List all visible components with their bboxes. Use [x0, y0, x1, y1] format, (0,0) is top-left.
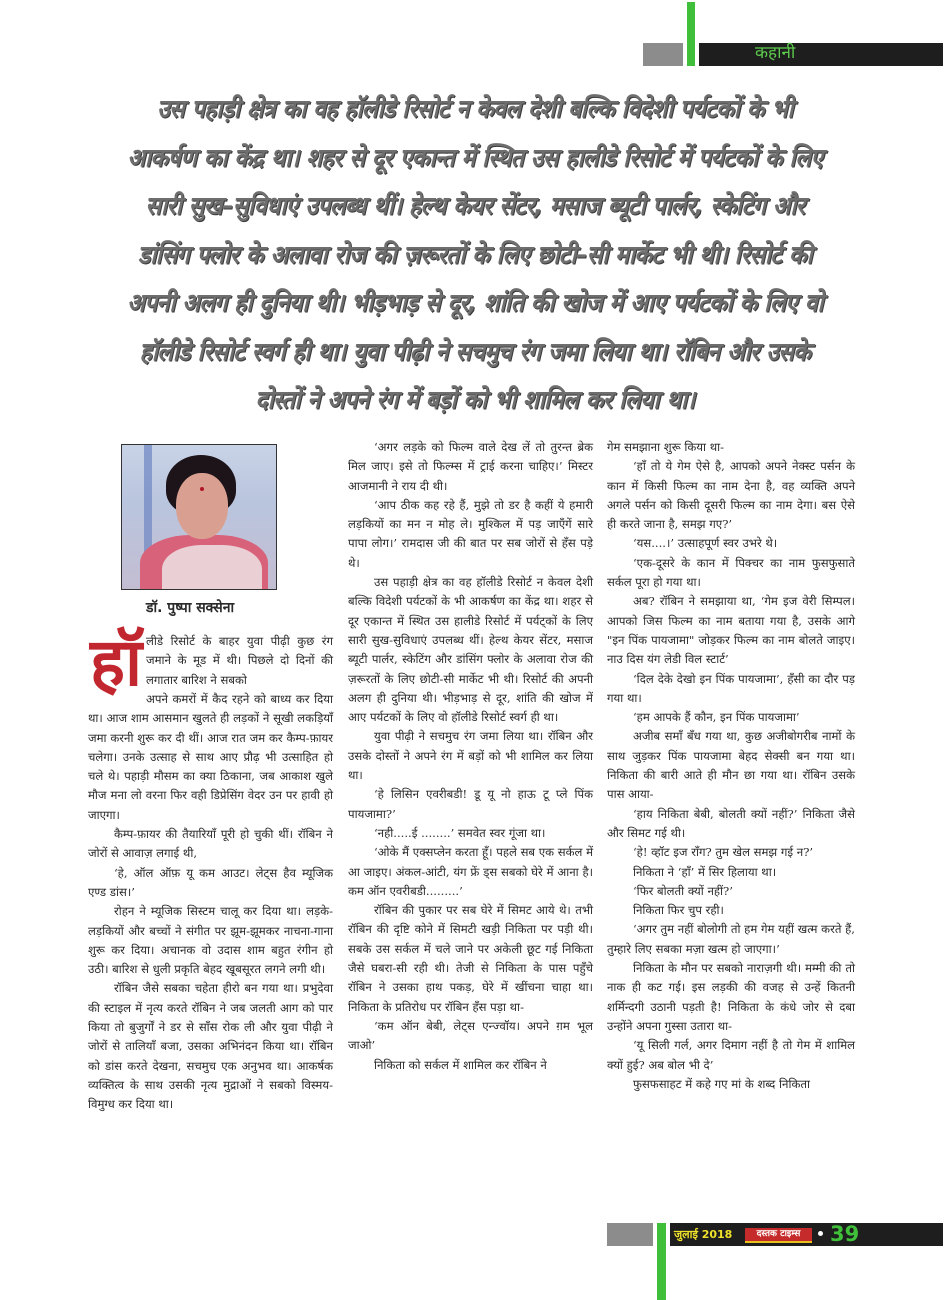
- header-green-bar: [687, 2, 695, 66]
- paragraph: रोहन ने म्यूजिक सिस्टम चालू कर दिया था। लड़के-लड़कियों और बच्चों ने संगीत पर झूम-झूमकर नाचना-गाना शुरू कर दिया। अचानक वो उदास शाम बहुत रंगीन हो उठी। बारिश से धुली प्रकृति बेहद खूबसूरत लगने लगी थी।: [88, 904, 333, 977]
- paragraph: ‘एक-दूसरे के कान में पिक्चर का नाम फुसफुसाते सर्कल पूरा हो गया था।: [607, 555, 855, 590]
- intro-pull-quote: उस पहाड़ी क्षेत्र का वह हॉलीडे रिसोर्ट न केवल देशी बल्कि विदेशी पर्यटकों के भी आकर्षण का केंद्र था। शहर से दूर एकान्त में स्थित उस हालीडे रिसोर्ट में पर्यटकों के लिए सारी सुख–सुविधाएं उपलब्ध थीं। हेल्थ केयर सेंटर, मसाज ब्यूटी पार्लर, स्केटिंग और डांसिंग फ्लोर के अलावा रोज की ज़रूरतों के लिए छोटी–सी मार्केट भी थी। रिसोर्ट की अपनी अलग ही दुनिया थी। भीड़भाड़ से दूर, शांति की खोज में आए पर्यटकों के लिए वो हॉलीडे रिसोर्ट स्वर्ग ही था। युवा पीढ़ी ने सचमुच रंग जमा लिया था। रॉबिन और उसके दोस्तों ने अपने रंग में बड़ों को भी शामिल कर लिया था।: [127, 94, 823, 414]
- paragraph: युवा पीढ़ी ने सचमुच रंग जमा लिया था। रॉबिन और उसके दोस्तों ने अपने रंग में बड़ों को भी शामिल कर लिया था।: [348, 729, 593, 783]
- paragraph: ‘हाँ तो ये गेम ऐसे है, आपको अपने नेक्स्ट पर्सन के कान में किसी फिल्म का नाम देना है, वह व्यक्ति अपने अगले पर्सन को किसी दूसरी फिल्म का नाम देगा। बस ऐसे ही करते जाना है, समझ गए?’: [607, 459, 855, 532]
- author-photo: [121, 444, 277, 590]
- paragraph: फुसफसाहट में कहे गए मां के शब्द निकिता: [633, 1076, 810, 1091]
- paragraph: निकिता के मौन पर सबको नाराज़गी थी। मम्मी की तो नाक ही कट गई। इस लड़की की वजह से उन्हें कितनी शर्मिन्दगी उठानी पड़ती है! निकिता के कंधे जोर से दबा उन्होंने अपना गुस्सा उतारा था-: [607, 961, 855, 1033]
- paragraph: ‘यस....।’ उत्साहपूर्ण स्वर उभरे थे।: [633, 536, 778, 551]
- article-column-3: [607, 438, 855, 1094]
- article-column-1: [88, 690, 333, 1115]
- paragraph: ‘आप ठीक कह रहे हैं, मुझे तो डर है कहीं ये हमारी लड़कियों का मन न मोह ले। मुश्किल में पड़ जाएँगें सारे पापा लोग।’ रामदास जी की बात पर सब जोरों से हँस पड़े थे।: [348, 497, 593, 570]
- paragraph: ‘अगर लड़के को फिल्म वाले देख लें तो तुरन्त ब्रेक मिल जाए। इसे तो फिल्म्स में ट्राई करना चाहिए।’ मिस्टर आजमानी ने राय दी थी।: [348, 440, 593, 493]
- paragraph: रॉबिन की पुकार पर सब घेरे में सिमट आये थे। तभी रॉबिन की दृष्टि कोने में सिमटी खड़ी निकिता पर पड़ी थी। सबके उस सर्कल में चले जाने पर अकेली छूट गई निकिता जैसे घबरा-सी रही थी। तेजी से निकिता के पास पहुँचे रॉबिन ने उसका हाथ पकड़, घेरे में खींचना चाहा था। निकिता के प्रतिरोध पर रॉबिन हँस पड़ा था-: [348, 903, 593, 1014]
- footer-gray-block: [607, 1223, 653, 1246]
- footer-green-bar: [657, 1223, 666, 1300]
- paragraph: ‘नही.....ई ........’ समवेत स्वर गूंजा था।: [374, 825, 546, 840]
- paragraph: ‘फिर बोलती क्यों नहीं?’: [633, 883, 733, 898]
- paragraph: ‘हे, ऑल ऑफ़ यू कम आउट। लेट्स हैव म्यूजिक एण्ड डांस।’: [88, 865, 333, 899]
- paragraph: ‘अगर तुम नहीं बोलोगी तो हम गेम यहीं खत्म करते हैं, तुम्हारे लिए सबका मज़ा खत्म हो जाएगा।’: [607, 922, 855, 956]
- paragraph: कैम्प-फ़ायर की तैयारियाँ पूरी हो चुकी थीं। रॉबिन ने जोरों से आवाज़ लगाई थी,: [88, 827, 333, 861]
- paragraph: निकिता ने ‘हाँ’ में सिर हिलाया था।: [633, 864, 777, 879]
- paragraph: ‘हे! व्हॉट इज रॉंग? तुम खेल समझ गई न?’: [633, 845, 814, 860]
- section-label: कहानी: [755, 43, 796, 63]
- paragraph: अपने कमरों में कैद रहने को बाध्य कर दिया था। आज शाम आसमान खुलते ही लड़कों ने सूखी लकड़ियाँ जमा करनी शुरू कर दी थीं। आज रात जम कर कैम्प-फ़ायर चलेगा। उनके उत्साह से साथ आए प्रौढ़ भी उत्साहित हो चले थे। पहाड़ी मौसम का क्या ठिकाना, जब आकाश खुले मौज मना लो वरना फिर वही डिप्रेसिंग वेदर उन पर हावी हो जाएगा।: [88, 692, 333, 822]
- article-col1-opening: लीडे रिसोर्ट के बाहर युवा पीढ़ी कुछ रंग जमाने के मूड में थी। पिछले दो दिनों की लगातार बारिश ने सबको: [146, 634, 333, 687]
- issue-date: जुलाई 2018: [674, 1228, 733, 1241]
- paragraph: ‘हम आपके हैं कौन, इन पिंक पायजामा’: [633, 710, 800, 725]
- paragraph: ‘कम ऑन बेबी, लेट्स एन्ज्वॉय। अपने ग़म भूल जाओ’: [348, 1018, 593, 1053]
- paragraph: गेम समझाना शुरू किया था-: [607, 440, 725, 454]
- paragraph: ‘यू सिली गर्ल, अगर दिमाग नहीं है तो गेम में शामिल क्यों हुई? अब बोल भी दे’: [607, 1038, 855, 1072]
- paragraph: अब? रॉबिन ने समझाया था, ‘गेम इज वेरी सिम्पल। आपको जिस फिल्म का नाम बताया गया है, उसके आगे "इन पिंक पायजामा" जोड़कर फिल्म का नाम बोलते जाइए। नाउ दिस यंग लेडी विल स्टार्ट’: [607, 594, 855, 667]
- paragraph: ‘हाय निकिता बेबी, बोलती क्यों नहीं?’ निकिता जैसे और सिमट गई थी।: [607, 806, 855, 840]
- header-black-bar: [699, 43, 943, 66]
- paragraph: ‘ओके मैं एक्सप्लेन करता हूँ। पहले सब एक सर्कल में आ जाइए। अंकल-आंटी, यंग फ्रें ड्स सबको घेरे में आना है। कम ऑन एवरीबडी.........’: [348, 845, 593, 898]
- author-name: डॉ. पुष्पा सक्सेना: [146, 600, 235, 616]
- drop-cap: हॉ: [90, 624, 143, 701]
- paragraph: निकिता को सर्कल में शामिल कर रॉबिन ने: [374, 1057, 547, 1072]
- page-number: 39: [830, 1222, 860, 1246]
- paragraph: उस पहाड़ी क्षेत्र का वह हॉलीडे रिसोर्ट न केवल देशी बल्कि विदेशी पर्यटकों के भी आकर्षण का केंद्र था। शहर से दूर एकान्त में स्थित उस हालीडे रिसोर्ट में पर्यट्कों के लिए सारी सुख-सुविधाएं उपलब्ध थीं। हेल्थ केयर सेंटर, मसाज ब्यूटी पार्लर, स्केटिंग और डांसिंग फ्लोर के अलावा रोज की ज़रूरतों के लिए छोटी-सी मार्केट भी थी। रिसोर्ट की अपनी अलग ही दुनिया थी। भीड़भाड़ से दूर, शांति की खोज में आए पर्यटकों के लिए वो हॉलीडे रिसोर्ट स्वर्ग ही था।: [348, 575, 593, 725]
- magazine-logo: दस्तक टाइम्स: [745, 1228, 812, 1243]
- article-column-2: [348, 438, 593, 1075]
- bullet-dot-icon: [818, 1231, 823, 1236]
- header-gray-block: [643, 43, 683, 66]
- paragraph: ‘दिल देके देखो इन पिंक पायजामा’, हँसी का दौर पड़ गया था।: [607, 671, 855, 705]
- paragraph: निकिता फिर चुप रही।: [633, 903, 724, 918]
- paragraph: अजीब समाँ बँध गया था, कुछ अजीबोगरीब नामों के साथ जुड़कर पिंक पायजामा बेहद सेक्सी बन गया था। निकिता की बारी आते ही मौन छा गया था। रॉबिन उसके पास आया-: [607, 729, 855, 802]
- paragraph: रॉबिन जैसे सबका चहेता हीरो बन गया था। प्रभुदेवा की स्टाइल में नृत्य करते रॉबिन ने जब जलती आग को पार किया तो बुजुर्गों ने डर से साँस रोक ली और युवा पीढ़ी ने जोरों से तालियाँ बजा, उसका अभिनंदन किया था। रॉबिन को डांस करते देखना, सचमुच एक अनुभव था। आकर्षक व्यक्तित्व के साथ उसकी नृत्य मुद्राओं ने सबको विस्मय-विमुग्ध कर दिया था।: [88, 981, 333, 1112]
- paragraph: ‘हे लिसिन एवरीबडी! डू यू नो हाऊ टू प्ले पिंक पायजामा?’: [348, 787, 593, 821]
